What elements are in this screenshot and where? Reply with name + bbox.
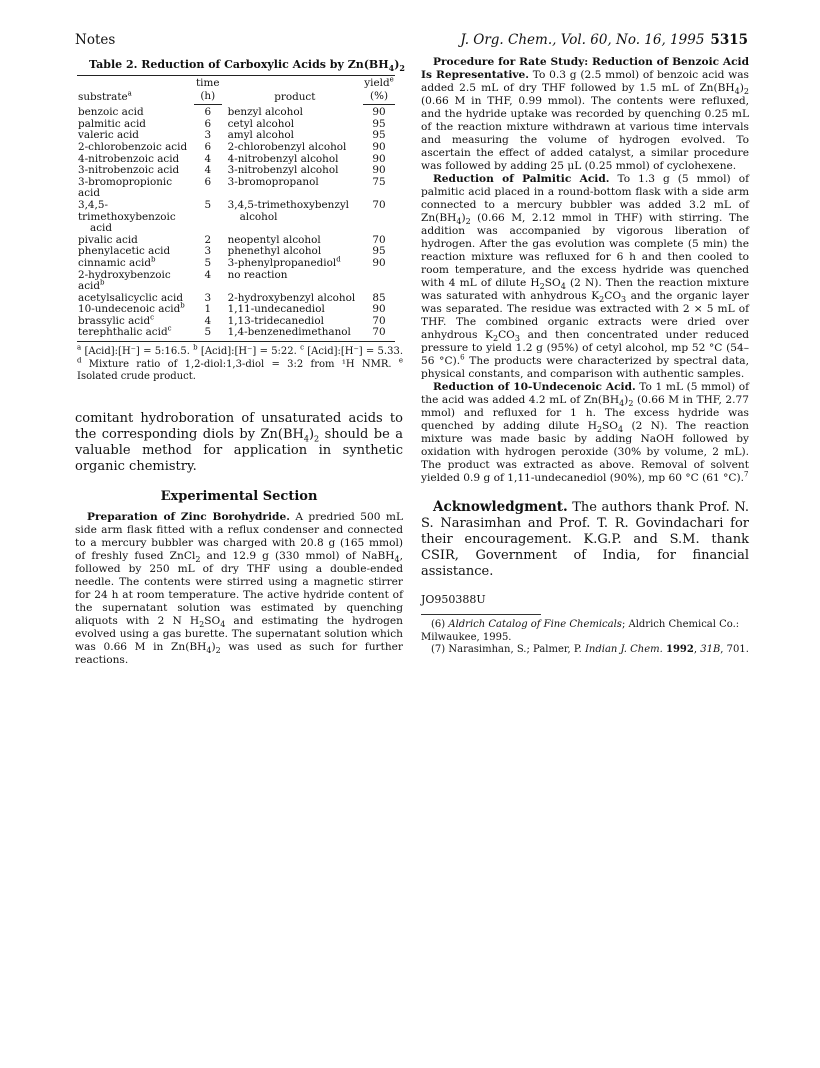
page-number: 5315 [710,32,748,48]
substrate-cell: terephthalic acid$^c$ [77,327,194,341]
yield-cell: 95 [372,129,386,142]
time-cell: 4 [204,268,212,281]
yield-cell: 85 [372,291,386,304]
product-cell: neopentyl alcohol [227,233,321,246]
substrate-cell: valeric acid [78,129,139,142]
product-cell: cetyl alcohol [227,117,295,130]
substrate-cell: palmitic acid [78,117,146,130]
yield-cell: 90 [372,256,386,269]
yield-cell: 90 [372,164,386,177]
time-cell: 5 [204,198,212,211]
substrate-cell: benzoic acid [78,105,144,118]
time-unit: (h) [194,91,222,105]
rate-study-paragraph: Procedure for Rate Study: Reduction of Benzoic Acid Is Representative. To 0.3 g (2.5 mmol) of benzoic acid was added 2.5 mL of dry THF followed by 1.5 mL of $Zn(BH_4)_2$ (0.66 M in THF, 0.99 mmol). The contents were refluxed, and the hydride uptake was recorded by quenching 0.25 mL of the reaction mixture withdrawn at various time intervals and measuring the volume of hydrogen evolved. To ascertain the effect of added catalyst, a similar procedure was followed by adding 25 μL (0.25 mmol) of cyclohexene. [421,56,749,172]
time-cell: 6 [204,117,212,130]
time-cell: 5 [194,327,222,341]
substrate-cell: acetylsalicyclic acid [78,291,183,304]
substrate-cell: brassylic acid$^c$ [78,313,155,327]
time-cell: 2 [204,233,212,246]
time-cell: 4 [204,152,212,165]
time-header: time [194,76,222,91]
yield-cell: 90 [372,303,386,316]
running-head-section: Notes [75,32,116,48]
time-cell: 5 [204,256,212,269]
product-cell: 1,13-tridecanediol [227,314,324,327]
manuscript-code: JO950388U [421,593,486,606]
product-cell: benzyl alcohol [227,105,303,118]
yield-cell: 70 [372,314,386,327]
substrate-header: substrate$^a$ [77,76,194,105]
left-column [75,56,403,667]
substrate-cell: 2-chlorobenzoic acid [78,140,188,153]
experimental-section-heading: Experimental Section [160,488,318,504]
yield-header: yield$^e$ [364,75,394,89]
product-cell: 1,4-benzenedimethanol [222,327,363,341]
yield-cell: 70 [372,233,386,246]
yield-cell: 70 [372,198,386,211]
product-cell: 3-nitrobenzyl alcohol [227,164,339,177]
table-row [77,177,395,200]
running-head-journal [460,32,748,48]
undecenoic-acid-paragraph: Reduction of 10-Undecenoic Acid. To 1 mL (5 mmol) of the acid was added 4.2 mL of $Zn(BH_4)_2$ (0.66 M in THF, 2.77 mmol) and refluxed for 1 h. The excess hydride was quenched by adding dilute $H_2SO_4$ (2 N). The reaction mixture was made basic by adding NaOH followed by oxidation with hydrogen peroxide (30% by volume, 2 mL). The product was extracted as above. Removal of solvent yielded 0.9 g of 1,11-undecanediol (90%), mp 60 °C (61 °C).$^7$ [421,381,749,484]
product-cell: 2-hydroxybenzyl alcohol [227,291,356,304]
substrate-cell: 2-hydroxybenzoic acid$^b$ [78,268,171,293]
yield-cell: 75 [372,175,386,188]
yield-cell: 70 [363,327,395,341]
substrate-cell: 3-bromopropionic acid [78,175,173,200]
substrate-cell: 4-nitrobenzoic acid [78,152,180,165]
substrate-cell: cinnamic acid$^b$ [78,255,156,269]
substrate-cell: 10-undecenoic acid$^b$ [78,301,185,316]
table-row [77,327,395,341]
time-cell: 3 [204,245,212,258]
right-column [421,56,749,657]
table-row [77,270,395,293]
yield-unit: (%) [363,91,395,105]
product-cell: 1,11-undecanediol [227,303,325,316]
time-cell: 3 [204,129,212,142]
journal-citation: J. Org. Chem., Vol. 60, No. 16, 1995 [460,32,705,48]
acknowledgment-paragraph: Acknowledgment. The authors thank Prof. N. S. Narasimhan and Prof. T. R. Govindachari for their encouragement. K.G.P. and S.M. thank CSIR, Government of India, for financial assistance. [421,499,749,579]
reference-6: (6) Aldrich Catalog of Fine Chemicals; Aldrich Chemical Co.: Milwaukee, 1995. [421,619,740,643]
yield-cell [363,270,395,293]
time-cell: 6 [204,175,212,188]
time-cell: 4 [204,164,212,177]
product-cell: 4-nitrobenzyl alcohol [227,152,339,165]
substrate-cell: phenylacetic acid [78,245,171,258]
continued-paragraph: comitant hydroboration of unsaturated acids to the corresponding diols by $Zn(BH_4)_2$ should be a valuable method for application in synthetic organic chemistry. [75,410,403,474]
table-title: Table 2. Reduction of Carboxylic Acids by $Zn(BH_4)_2$ [89,58,405,74]
table-footnotes: $^a$ [Acid]:[H⁻] = 5:16.5. $^b$ [Acid]:[H⁻] = 5:22. $^c$ [Acid]:[H⁻] = 5.33. $^d$ Mixture ratio of 1,2-diol:1,3-diol = 3:2 from ¹H NMR. $^e$ Isolated crude product. [77,343,404,383]
table-row [77,200,395,235]
palmitic-acid-paragraph: Reduction of Palmitic Acid. To 1.3 g (5 mmol) of palmitic acid placed in a round-bottom flask with a side arm connected to a mercury bubbler was added 3.2 mL of $Zn(BH_4)_2$ (0.66 M, 2.12 mmol in THF) with stirring. The addition was accompanied by vigorous liberation of hydrogen. After the gas evolution was complete (5 min) the reaction mixture was refluxed for 6 h and then cooled to room temperature, and the excess hydride was quenched with 4 mL of dilute $H_2SO_4$ (2 N). Then the reaction mixture was saturated with anhydrous $K_2CO_3$ and the organic layer was separated. The residue was extracted with 2 × 5 mL of THF. The combined organic extracts were dried over anhydrous $K_2CO_3$ and then concentrated under reduced pressure to yield 1.2 g (95%) of cetyl alcohol, mp 52 °C (54–56 °C).$^6$ The products were characterized by spectral data, physical constants, and comparison with authentic samples. [421,173,749,380]
yield-cell: 90 [372,152,386,165]
time-cell: 6 [204,140,212,153]
yield-cell: 90 [372,106,386,119]
time-cell: 6 [204,106,212,119]
reference-7: (7) Narasimhan, S.; Palmer, P. Indian J. Chem. 1992, 31B, 701. [431,644,749,655]
table-row [77,105,395,119]
time-cell: 1 [204,303,212,316]
product-cell: amyl alcohol [227,129,294,142]
substrate-cell: pivalic acid [78,233,138,246]
product-cell: 3-bromopropanol [227,175,319,188]
product-cell: 3,4,5-trimethoxybenzyl alcohol [227,198,350,223]
product-cell: no reaction [227,268,288,281]
yield-cell: 95 [372,117,386,130]
product-cell: 2-chlorobenzyl alcohol [227,140,347,153]
product-cell: phenethyl alcohol [227,245,322,258]
prep-zinc-borohydride-paragraph: Preparation of Zinc Borohydride. A predried 500 mL side arm flask fitted with a reflux condenser and connected to a mercury bubbler was charged with 20.8 g (165 mmol) of freshly fused ZnCl$_2$ and 12.9 g (330 mmol) of NaBH$_4$, followed by 250 mL of dry THF using a double-ended needle. The contents were stirred using a magnetic stirrer for 24 h at room temperature. The active hydride content of the supernatant solution was estimated by quenching aliquots with 2 N $H_2SO_4$ and estimating the hydrogen evolved using a gas burette. The supernatant solution which was 0.66 M in $Zn(BH_4)_2$ was used as such for further reactions. [75,510,403,666]
product-header: product [222,76,363,105]
time-cell: 3 [204,291,212,304]
product-cell: 3-phenylpropanediol$^d$ [227,255,341,269]
reduction-table [77,75,395,342]
yield-cell: 90 [372,140,386,153]
substrate-cell: 3-nitrobenzoic acid [78,164,180,177]
substrate-cell: 3,4,5-trimethoxybenzoic acid [78,198,176,235]
yield-cell: 95 [372,245,386,258]
time-cell: 4 [204,314,212,327]
references-rule [421,614,541,615]
